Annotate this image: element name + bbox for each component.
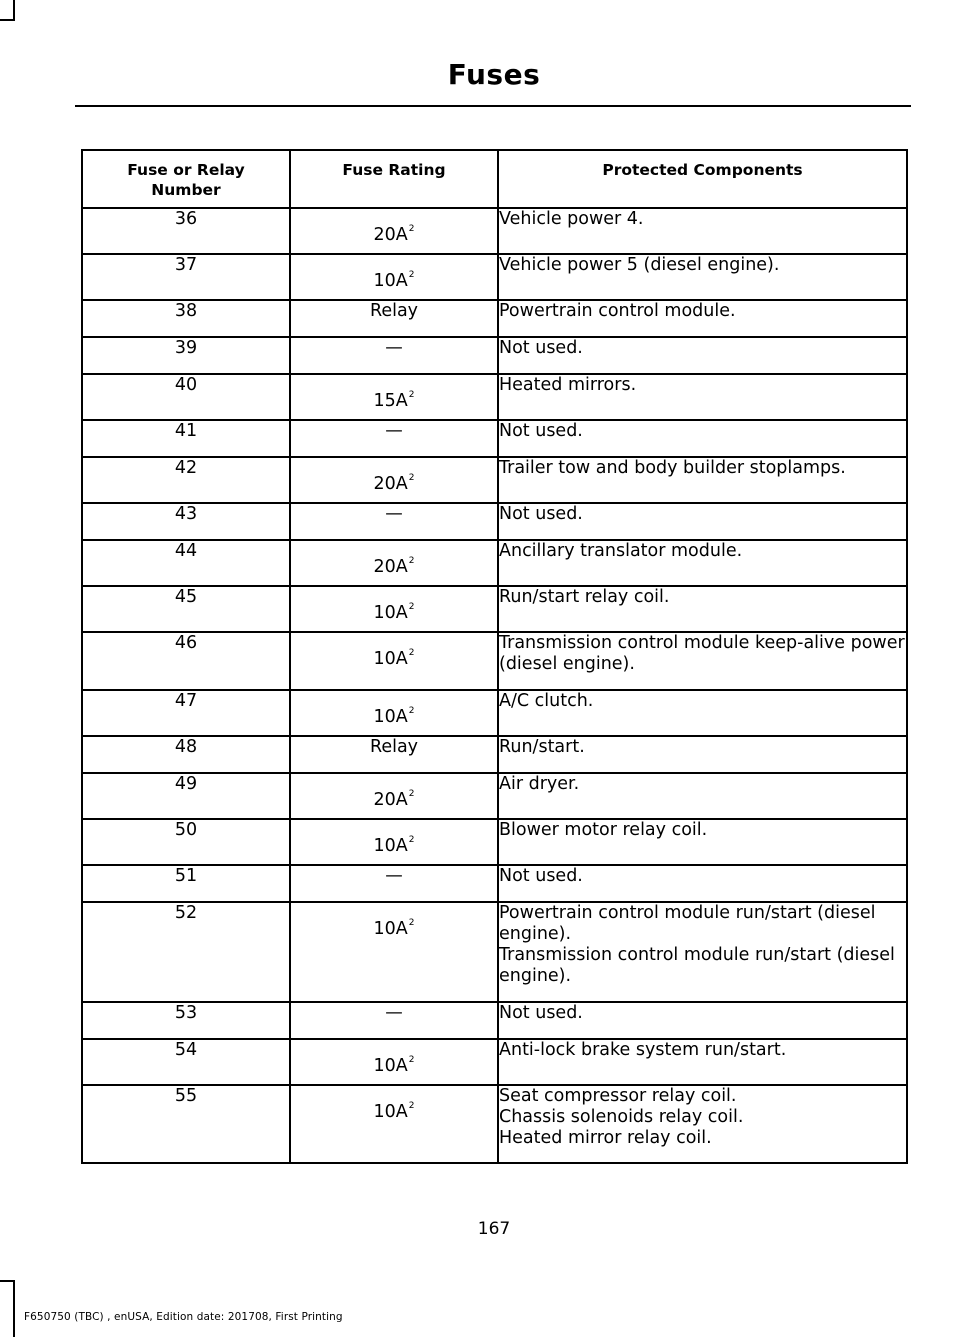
- component-text: Chassis solenoids relay coil.: [499, 1107, 744, 1127]
- protected-components-cell: [498, 208, 907, 254]
- protected-components-cell: [498, 300, 907, 337]
- footnote-marker: 2: [408, 1055, 415, 1065]
- table-row: [82, 1039, 907, 1085]
- fuse-number-cell: 49: [82, 773, 290, 819]
- component-text: Vehicle power 4.: [499, 209, 644, 229]
- fuse-rating-cell: [290, 1039, 498, 1085]
- fuse-number-cell: 48: [82, 736, 290, 773]
- component-text: Powertrain control module run/start (diesel engine).: [499, 903, 876, 944]
- footnote-marker: 2: [408, 1101, 415, 1111]
- table-row: [82, 208, 907, 254]
- fuse-rating-cell: [290, 420, 498, 457]
- fuse-rating-cell: [290, 540, 498, 586]
- table-header-row: [82, 150, 907, 208]
- component-text: Not used.: [499, 1003, 583, 1023]
- crop-mark-bottom-left-vertical: [13, 1280, 15, 1337]
- fuse-rating-value: 10A: [373, 271, 408, 291]
- component-text: Not used.: [499, 504, 583, 524]
- title-rule: [75, 105, 911, 107]
- footnote-marker: 2: [408, 602, 415, 612]
- fuse-rating-cell: [290, 865, 498, 902]
- footnote-marker: 2: [408, 556, 415, 566]
- protected-components-cell: [498, 420, 907, 457]
- table-row: [82, 865, 907, 902]
- component-text: Powertrain control module.: [499, 301, 736, 321]
- protected-components-cell: [498, 773, 907, 819]
- fuse-table: [81, 149, 908, 1164]
- header-protected-components: Protected Components: [498, 150, 907, 208]
- component-text: Transmission control module keep-alive power (diesel engine).: [499, 633, 905, 674]
- fuse-rating-value: Relay: [369, 737, 419, 757]
- footer-edition-info: F650750 (TBC) , enUSA, Edition date: 201708, First Printing: [24, 1311, 343, 1323]
- protected-components-cell: [498, 632, 907, 690]
- fuse-rating-value: 10A: [373, 707, 408, 727]
- component-text: Heated mirror relay coil.: [499, 1128, 712, 1148]
- component-text: Run/start relay coil.: [499, 587, 670, 607]
- fuse-rating-value: 10A: [373, 603, 408, 623]
- table-row: [82, 457, 907, 503]
- component-text: Not used.: [499, 338, 583, 358]
- fuse-number-cell: 50: [82, 819, 290, 865]
- protected-components-cell: [498, 337, 907, 374]
- table-row: [82, 1085, 907, 1163]
- fuse-rating-value: Relay: [369, 301, 419, 321]
- crop-mark-top-left-vertical: [13, 0, 15, 20]
- page-number: 167: [477, 1219, 511, 1239]
- fuse-number-cell: 52: [82, 902, 290, 1002]
- fuse-rating-value: 15A: [373, 391, 408, 411]
- table-row: [82, 420, 907, 457]
- fuse-number-cell: 43: [82, 503, 290, 540]
- fuse-rating-value: 10A: [373, 919, 408, 939]
- fuse-rating-cell: [290, 254, 498, 300]
- component-text: Seat compressor relay coil.: [499, 1086, 737, 1106]
- protected-components-cell: [498, 374, 907, 420]
- fuse-number-cell: 46: [82, 632, 290, 690]
- footnote-marker: 2: [408, 648, 415, 658]
- footnote-marker: 2: [408, 224, 415, 234]
- fuse-table-body: [82, 208, 907, 1163]
- component-text: Anti-lock brake system run/start.: [499, 1040, 787, 1060]
- fuse-rating-value: 20A: [373, 474, 408, 494]
- fuse-number-cell: 55: [82, 1085, 290, 1163]
- crop-mark-bottom-left-horizontal: [0, 1280, 15, 1282]
- fuse-rating-cell: [290, 457, 498, 503]
- fuse-rating-cell: [290, 902, 498, 1002]
- fuse-rating-cell: [290, 773, 498, 819]
- fuse-number-cell: 44: [82, 540, 290, 586]
- protected-components-cell: [498, 586, 907, 632]
- footnote-marker: 2: [408, 390, 415, 400]
- table-row: [82, 254, 907, 300]
- fuse-number-cell: 42: [82, 457, 290, 503]
- fuse-rating-cell: [290, 503, 498, 540]
- fuse-number-cell: 38: [82, 300, 290, 337]
- fuse-rating-cell: [290, 586, 498, 632]
- fuse-rating-cell: [290, 736, 498, 773]
- page-title: Fuses: [447, 58, 541, 91]
- component-text: Vehicle power 5 (diesel engine).: [499, 255, 780, 275]
- component-text: Trailer tow and body builder stoplamps.: [499, 458, 846, 478]
- table-row: [82, 690, 907, 736]
- protected-components-cell: [498, 457, 907, 503]
- protected-components-cell: [498, 865, 907, 902]
- component-text: Not used.: [499, 866, 583, 886]
- protected-components-cell: [498, 1039, 907, 1085]
- table-row: [82, 374, 907, 420]
- table-row: [82, 773, 907, 819]
- table-row: [82, 337, 907, 374]
- fuse-rating-value: —: [385, 504, 403, 524]
- fuse-rating-value: 20A: [373, 225, 408, 245]
- component-text: Run/start.: [499, 737, 585, 757]
- header-fuse-rating: Fuse Rating: [290, 150, 498, 208]
- protected-components-cell: [498, 819, 907, 865]
- footnote-marker: 2: [408, 835, 415, 845]
- footnote-marker: 2: [408, 706, 415, 716]
- fuse-rating-value: 10A: [373, 649, 408, 669]
- component-text: Not used.: [499, 421, 583, 441]
- fuse-rating-cell: [290, 337, 498, 374]
- component-text: A/C clutch.: [499, 691, 594, 711]
- fuse-rating-cell: [290, 1085, 498, 1163]
- fuse-rating-value: —: [385, 338, 403, 358]
- fuse-number-cell: 37: [82, 254, 290, 300]
- protected-components-cell: [498, 736, 907, 773]
- protected-components-cell: [498, 690, 907, 736]
- table-row: [82, 503, 907, 540]
- fuse-number-cell: 36: [82, 208, 290, 254]
- fuse-number-cell: 53: [82, 1002, 290, 1039]
- fuse-rating-value: —: [385, 1003, 403, 1023]
- fuse-number-cell: 41: [82, 420, 290, 457]
- fuse-number-cell: 54: [82, 1039, 290, 1085]
- footnote-marker: 2: [408, 918, 415, 928]
- fuse-rating-value: —: [385, 866, 403, 886]
- header-fuse-number: Fuse or Relay Number: [82, 150, 290, 208]
- fuse-rating-cell: [290, 374, 498, 420]
- table-row: [82, 819, 907, 865]
- crop-mark-top-left-horizontal: [0, 19, 15, 21]
- fuse-rating-cell: [290, 1002, 498, 1039]
- footnote-marker: 2: [408, 270, 415, 280]
- table-row: [82, 1002, 907, 1039]
- table-row: [82, 632, 907, 690]
- fuse-rating-cell: [290, 300, 498, 337]
- fuse-number-cell: 45: [82, 586, 290, 632]
- fuse-number-cell: 47: [82, 690, 290, 736]
- fuse-rating-value: 20A: [373, 790, 408, 810]
- table-row: [82, 300, 907, 337]
- protected-components-cell: [498, 503, 907, 540]
- table-row: [82, 586, 907, 632]
- protected-components-cell: [498, 902, 907, 1002]
- fuse-rating-value: 10A: [373, 1102, 408, 1122]
- table-row: [82, 540, 907, 586]
- component-text: Blower motor relay coil.: [499, 820, 708, 840]
- fuse-number-cell: 51: [82, 865, 290, 902]
- fuse-rating-value: 20A: [373, 557, 408, 577]
- component-text: Ancillary translator module.: [499, 541, 743, 561]
- fuse-rating-value: —: [385, 421, 403, 441]
- fuse-number-cell: 39: [82, 337, 290, 374]
- protected-components-cell: [498, 1002, 907, 1039]
- protected-components-cell: [498, 540, 907, 586]
- fuse-number-cell: 40: [82, 374, 290, 420]
- table-row: [82, 902, 907, 1002]
- fuse-rating-value: 10A: [373, 1056, 408, 1076]
- component-text: Air dryer.: [499, 774, 580, 794]
- footnote-marker: 2: [408, 473, 415, 483]
- fuse-rating-cell: [290, 819, 498, 865]
- fuse-rating-cell: [290, 632, 498, 690]
- fuse-rating-value: 10A: [373, 836, 408, 856]
- table-row: [82, 736, 907, 773]
- footnote-marker: 2: [408, 789, 415, 799]
- protected-components-cell: [498, 254, 907, 300]
- component-text: Transmission control module run/start (diesel engine).: [499, 945, 895, 986]
- protected-components-cell: [498, 1085, 907, 1163]
- fuse-rating-cell: [290, 690, 498, 736]
- fuse-rating-cell: [290, 208, 498, 254]
- component-text: Heated mirrors.: [499, 375, 637, 395]
